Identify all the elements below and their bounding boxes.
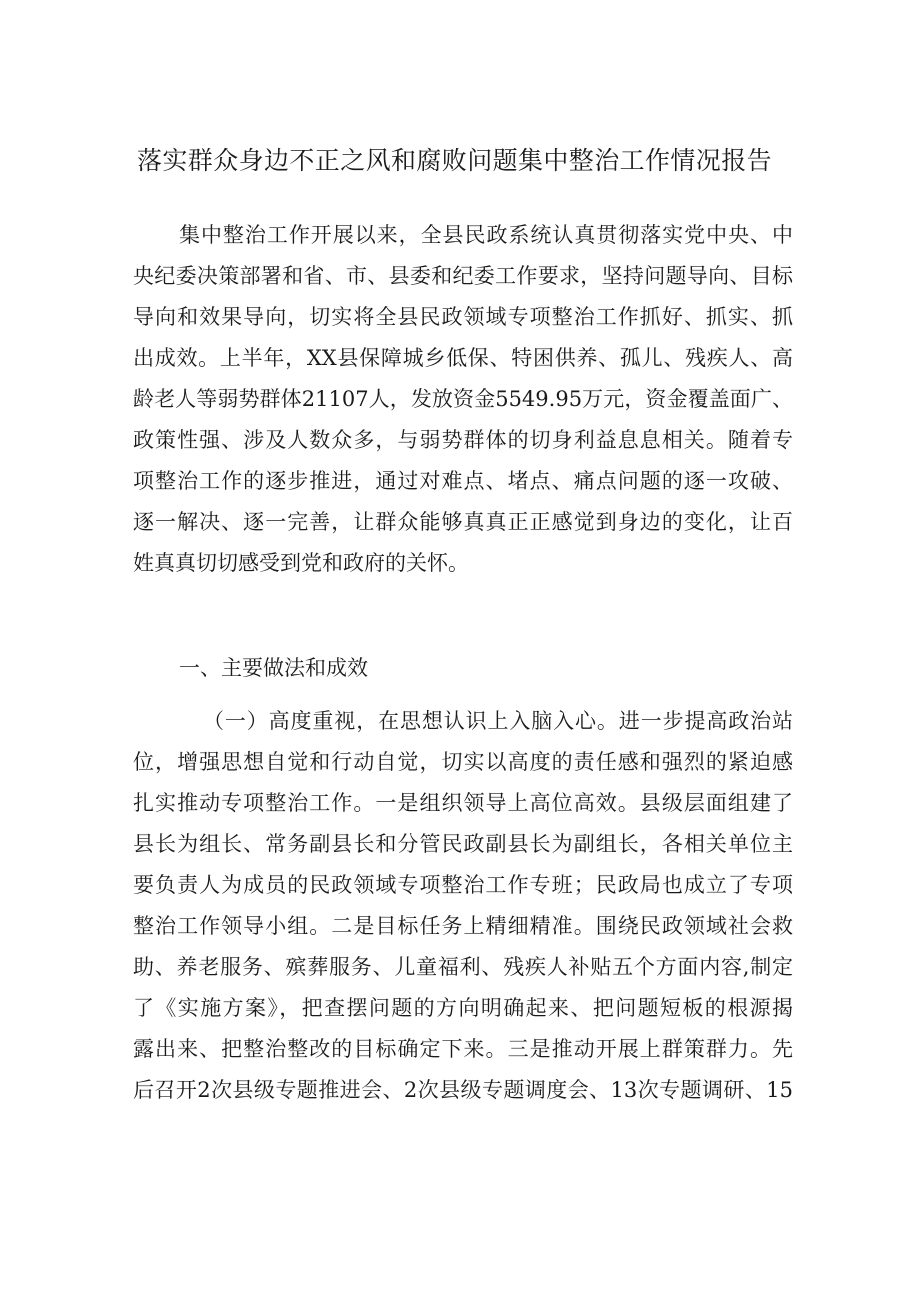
section-heading-text: 一、主要做法和成效 bbox=[179, 656, 368, 680]
document-title: 落实群众身边不正之风和腐败问题集中整治工作情况报告 bbox=[137, 146, 773, 175]
intro-paragraph bbox=[133, 215, 793, 584]
paragraph-line: 要负责人为成员的民政领域专项整治工作专班；民政局也成立了专项 bbox=[133, 873, 793, 897]
paragraph-line: 央纪委决策部署和省、市、县委和纪委工作要求，坚持问题导向、目标 bbox=[133, 264, 793, 288]
paragraph-line: 助、养老服务、殡葬服务、儿童福利、残疾人补贴五个方面内容,制定 bbox=[133, 955, 793, 979]
paragraph-line: 县长为组长、常务副县长和分管民政副县长为副组长，各相关单位主 bbox=[133, 832, 793, 856]
paragraph-line: 扎实推动专项整治工作。一是组织领导上高位高效。县级层面组建了 bbox=[133, 791, 793, 815]
paragraph-line: 姓真真切切感受到党和政府的关怀。 bbox=[133, 551, 469, 575]
paragraph-line: 项整治工作的逐步推进，通过对难点、堵点、痛点问题的逐一攻破、 bbox=[133, 469, 793, 493]
paragraph-line: 了《实施方案》，把查摆问题的方向明确起来、把问题短板的根源揭 bbox=[133, 996, 793, 1020]
paragraph-line: 位，增强思想自觉和行动自觉，切实以高度的责任感和强烈的紧迫感 bbox=[133, 750, 793, 774]
paragraph-line: 龄老人等弱势群体21107人，发放资金5549.95万元，资金覆盖面广、 bbox=[133, 387, 793, 411]
paragraph-line: 后召开2次县级专题推进会、2次县级专题调度会、13次专题调研、15 bbox=[133, 1078, 793, 1102]
paragraph-line: （一）高度重视，在思想认识上入脑入心。进一步提高政治站 bbox=[203, 709, 793, 733]
paragraph-line: 导向和效果导向，切实将全县民政领域专项整治工作抓好、抓实、抓 bbox=[133, 305, 793, 329]
paragraph-line: 政策性强、涉及人数众多，与弱势群体的切身利益息息相关。随着专 bbox=[133, 428, 793, 452]
paragraph-line: 露出来、把整治整改的目标确定下来。三是推动开展上群策群力。先 bbox=[133, 1037, 793, 1061]
paragraph-line: 整治工作领导小组。二是目标任务上精细精准。围绕民政领域社会救 bbox=[133, 914, 793, 938]
paragraph-line: 集中整治工作开展以来，全县民政系统认真贯彻落实党中央、中 bbox=[179, 223, 793, 247]
section1-paragraph bbox=[133, 701, 793, 1111]
paragraph-line: 逐一解决、逐一完善，让群众能够真真正正感觉到身边的变化，让百 bbox=[133, 510, 793, 534]
section-heading bbox=[133, 648, 793, 689]
paragraph-line: 出成效。上半年，XX县保障城乡低保、特困供养、孤儿、残疾人、高 bbox=[133, 346, 793, 370]
